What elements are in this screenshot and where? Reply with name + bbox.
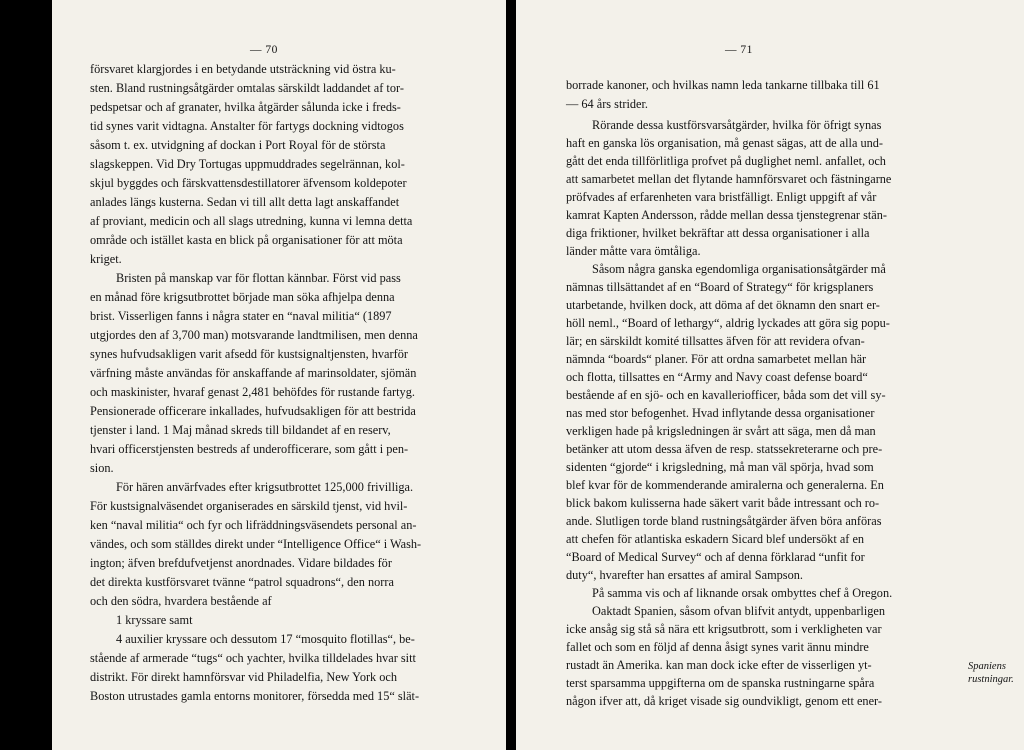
book-gutter [506,0,516,750]
text-line: nas med stor befogenhet. Hvad inflytande dessa organisationer [566,406,875,420]
text-line: det direkta kustförsvaret tvänne “patrol squadrons“, den norra [90,575,394,589]
text-line: — 64 års strider. [566,97,648,111]
page-number: — 70 [250,44,278,56]
text-line: tid synes varit vidtagna. Anstalter för fartygs dockning vidtogos [90,119,404,133]
text-line: Pensionerade officerare inkallades, hufvudsakligen för att bestrida [90,404,416,418]
text-line: kriget. [90,252,122,266]
text-line: fallet och som en följd af denna åsigt synes varit ännu mindre [566,640,869,654]
text-line: hvari officerstjensten bestreds af underofficerare, som gått i pen- [90,442,409,456]
text-line: stående af armerade “tugs“ och yachter, hvilka tilldelades hvar sitt [90,651,416,665]
text-line: sten. Bland rustningsåtgärder omtalas särskildt laddandet af tor- [90,81,404,95]
text-line: af proviant, medicin och all slags utredning, kunna vi lemna detta [90,214,413,228]
text-line: För hären anvärfvades efter krigsutbrottet 125,000 frivilliga. [116,480,414,494]
text-line: en månad före krigsutbrottet började man söka afhjelpa denna [90,290,395,304]
right-page [516,0,962,750]
text-line: pedspetsar och af granater, hvilka åtgärder sålunda icke i freds- [90,100,401,114]
text-line: någon ifver att, då kriget visade sig oundvikligt, genom ett ener- [566,694,882,708]
text-line: och flotta, tillsattes en “Army and Navy coast defense board“ [566,370,868,384]
text-line: brist. Visserligen fanns i några stater en “naval militia“ (1897 [90,309,392,323]
text-line: att chefen för atlantiska eskadern Sicard blef undersökt af en [566,532,865,546]
text-line: ken “naval militia“ och fyr och lifräddningsväsendets personal an- [90,518,417,532]
text-line: nämnas tillsättandet af en “Board of Strategy“ för krigsplaners [566,280,874,294]
text-line: vändes, och som ställdes direkt under “Intelligence Office“ i Wash- [90,537,422,551]
text-line: sidenten “gjorde“ i krigsledning, må man väl spörja, hvad som [566,460,874,474]
text-line: diga friktioner, hvilket bekräftar att dessa organisationer i alla [566,226,870,240]
text-line: distrikt. För direkt hamnförsvar vid Philadelfia, New York och [90,670,398,684]
text-line: område och istället kasta en blick på organisationer för att möta [90,233,403,247]
text-line: Såsom några ganska egendomliga organisationsåtgärder må [592,262,886,276]
text-line: och den södra, hvardera bestående af [90,594,272,608]
text-line: och maskinister, hvaraf genast 2,481 behöfdes för rustande fartyg. [90,385,415,399]
text-line: såsom t. ex. utvidgning af dockan i Port Royal för de största [90,138,386,152]
text-line: gått det enda tillförlitliga profvet på duglighet neml. anfallet, och [566,154,886,168]
text-line: icke ansåg sig stå så nära ett krigsutbrott, som i verkligheten var [566,622,882,636]
margin-note-line: Spaniens [968,661,1006,672]
text-line: sion. [90,461,114,475]
text-line: värfning måste användas för anskaffande af marinsoldater, sjömän [90,366,417,380]
text-line: 1 kryssare samt [116,613,193,627]
text-line: anlades längs kusterna. Sedan vi till allt detta lagt anskaffandet [90,195,400,209]
text-line: tjenster i land. 1 Maj månad skreds till bildandet af en reserv, [90,423,391,437]
text-line: slagskeppen. Vid Dry Tortugas uppmuddrades segelrännan, kol- [90,157,405,171]
text-line: länder måtte vara ömtåliga. [566,244,701,258]
text-line: ande. Slutligen torde bland rustningsåtgärder äfven böra anföras [566,514,882,528]
text-line: “Board of Medical Survey“ och af denna förklarad “unfit for [566,550,865,564]
text-line: verkligen hade på krigsledningen är svårt att säga, men då man [566,424,876,438]
outer-margin [962,0,1024,750]
text-line: rustadt än Amerika. kan man dock icke efter de visserligen yt- [566,658,872,672]
text-line: För kustsignalväsendet organiserades en särskild tjenst, vid hvil- [90,499,408,513]
text-line: blick bakom kulisserna hade säkert varit både intressant och ro- [566,496,880,510]
text-line: lär; en särskildt komité tillsattes äfven för att revidera ofvan- [566,334,865,348]
text-line: pröfvades af erfarenheten vara bristfälligt. Enligt uppgift af vår [566,190,877,204]
text-line: försvaret klargjordes i en betydande utsträckning vid östra ku- [90,62,396,76]
margin-note [968,660,1024,686]
text-line: utarbetande, hvilken dock, att döma af det öknamn den snart er- [566,298,880,312]
page-number: — 71 [725,44,753,56]
text-line: höll neml., “Board of lethargy“, aldrig lyckades att göra sig popu- [566,316,890,330]
text-line: På samma vis och af liknande orsak ombyttes chef å Oregon. [592,586,893,600]
text-line: Rörande dessa kustförsvarsåtgärder, hvilka för öfrigt synas [592,118,882,132]
text-line: betänker att utom dessa äfven de resp. statssekreterarne och pre- [566,442,883,456]
text-line: att samarbetet mellan det flytande hamnförsvaret och fästningarne [566,172,892,186]
text-line: nämnda “boards“ planer. För att ordna samarbetet mellan här [566,352,867,366]
text-line: utgjordes den af 3,700 man) motsvarande landtmilisen, men denna [90,328,418,342]
text-line: skjul byggdes och färskvattensdestillatorer äfvensom koldepoter [90,176,407,190]
text-line: bestående af en sjö- och en kavalleriofficer, båda som det vill sy- [566,388,886,402]
text-line: borrade kanoner, och hvilkas namn leda tankarne tillbaka till 61 [566,78,880,92]
text-line: Bristen på manskap var för flottan kännbar. Först vid pass [116,271,401,285]
text-line: Boston utrustades gamla entorns monitorer, försedda med 15“ slät- [90,689,420,703]
left-page [52,0,506,750]
text-line: blef kvar för de kommenderande amiralerna och generalerna. En [566,478,884,492]
text-line: 4 auxilier kryssare och dessutom 17 “mosquito flotillas“, be- [116,632,415,646]
text-line: terst sparsamma uppgifterna om de spanska rustningarne spåra [566,676,875,690]
text-line: Oaktadt Spanien, såsom ofvan blifvit antydt, uppenbarligen [592,604,886,618]
text-line: duty“, hvarefter han ersattes af amiral Sampson. [566,568,803,582]
margin-note-line: rustningar. [968,674,1014,685]
text-line: haft en ganska lös organisation, må genast sägas, att de alla und- [566,136,884,150]
text-line: ington; äfven brefdufvetjenst anordnades. Vidare bildades för [90,556,392,570]
text-line: synes hufvudsakligen varit afsedd för kustsignaltjensten, hvarför [90,347,408,361]
text-line: kamrat Kapten Andersson, rådde mellan dessa tjenstegrenar stän- [566,208,887,222]
